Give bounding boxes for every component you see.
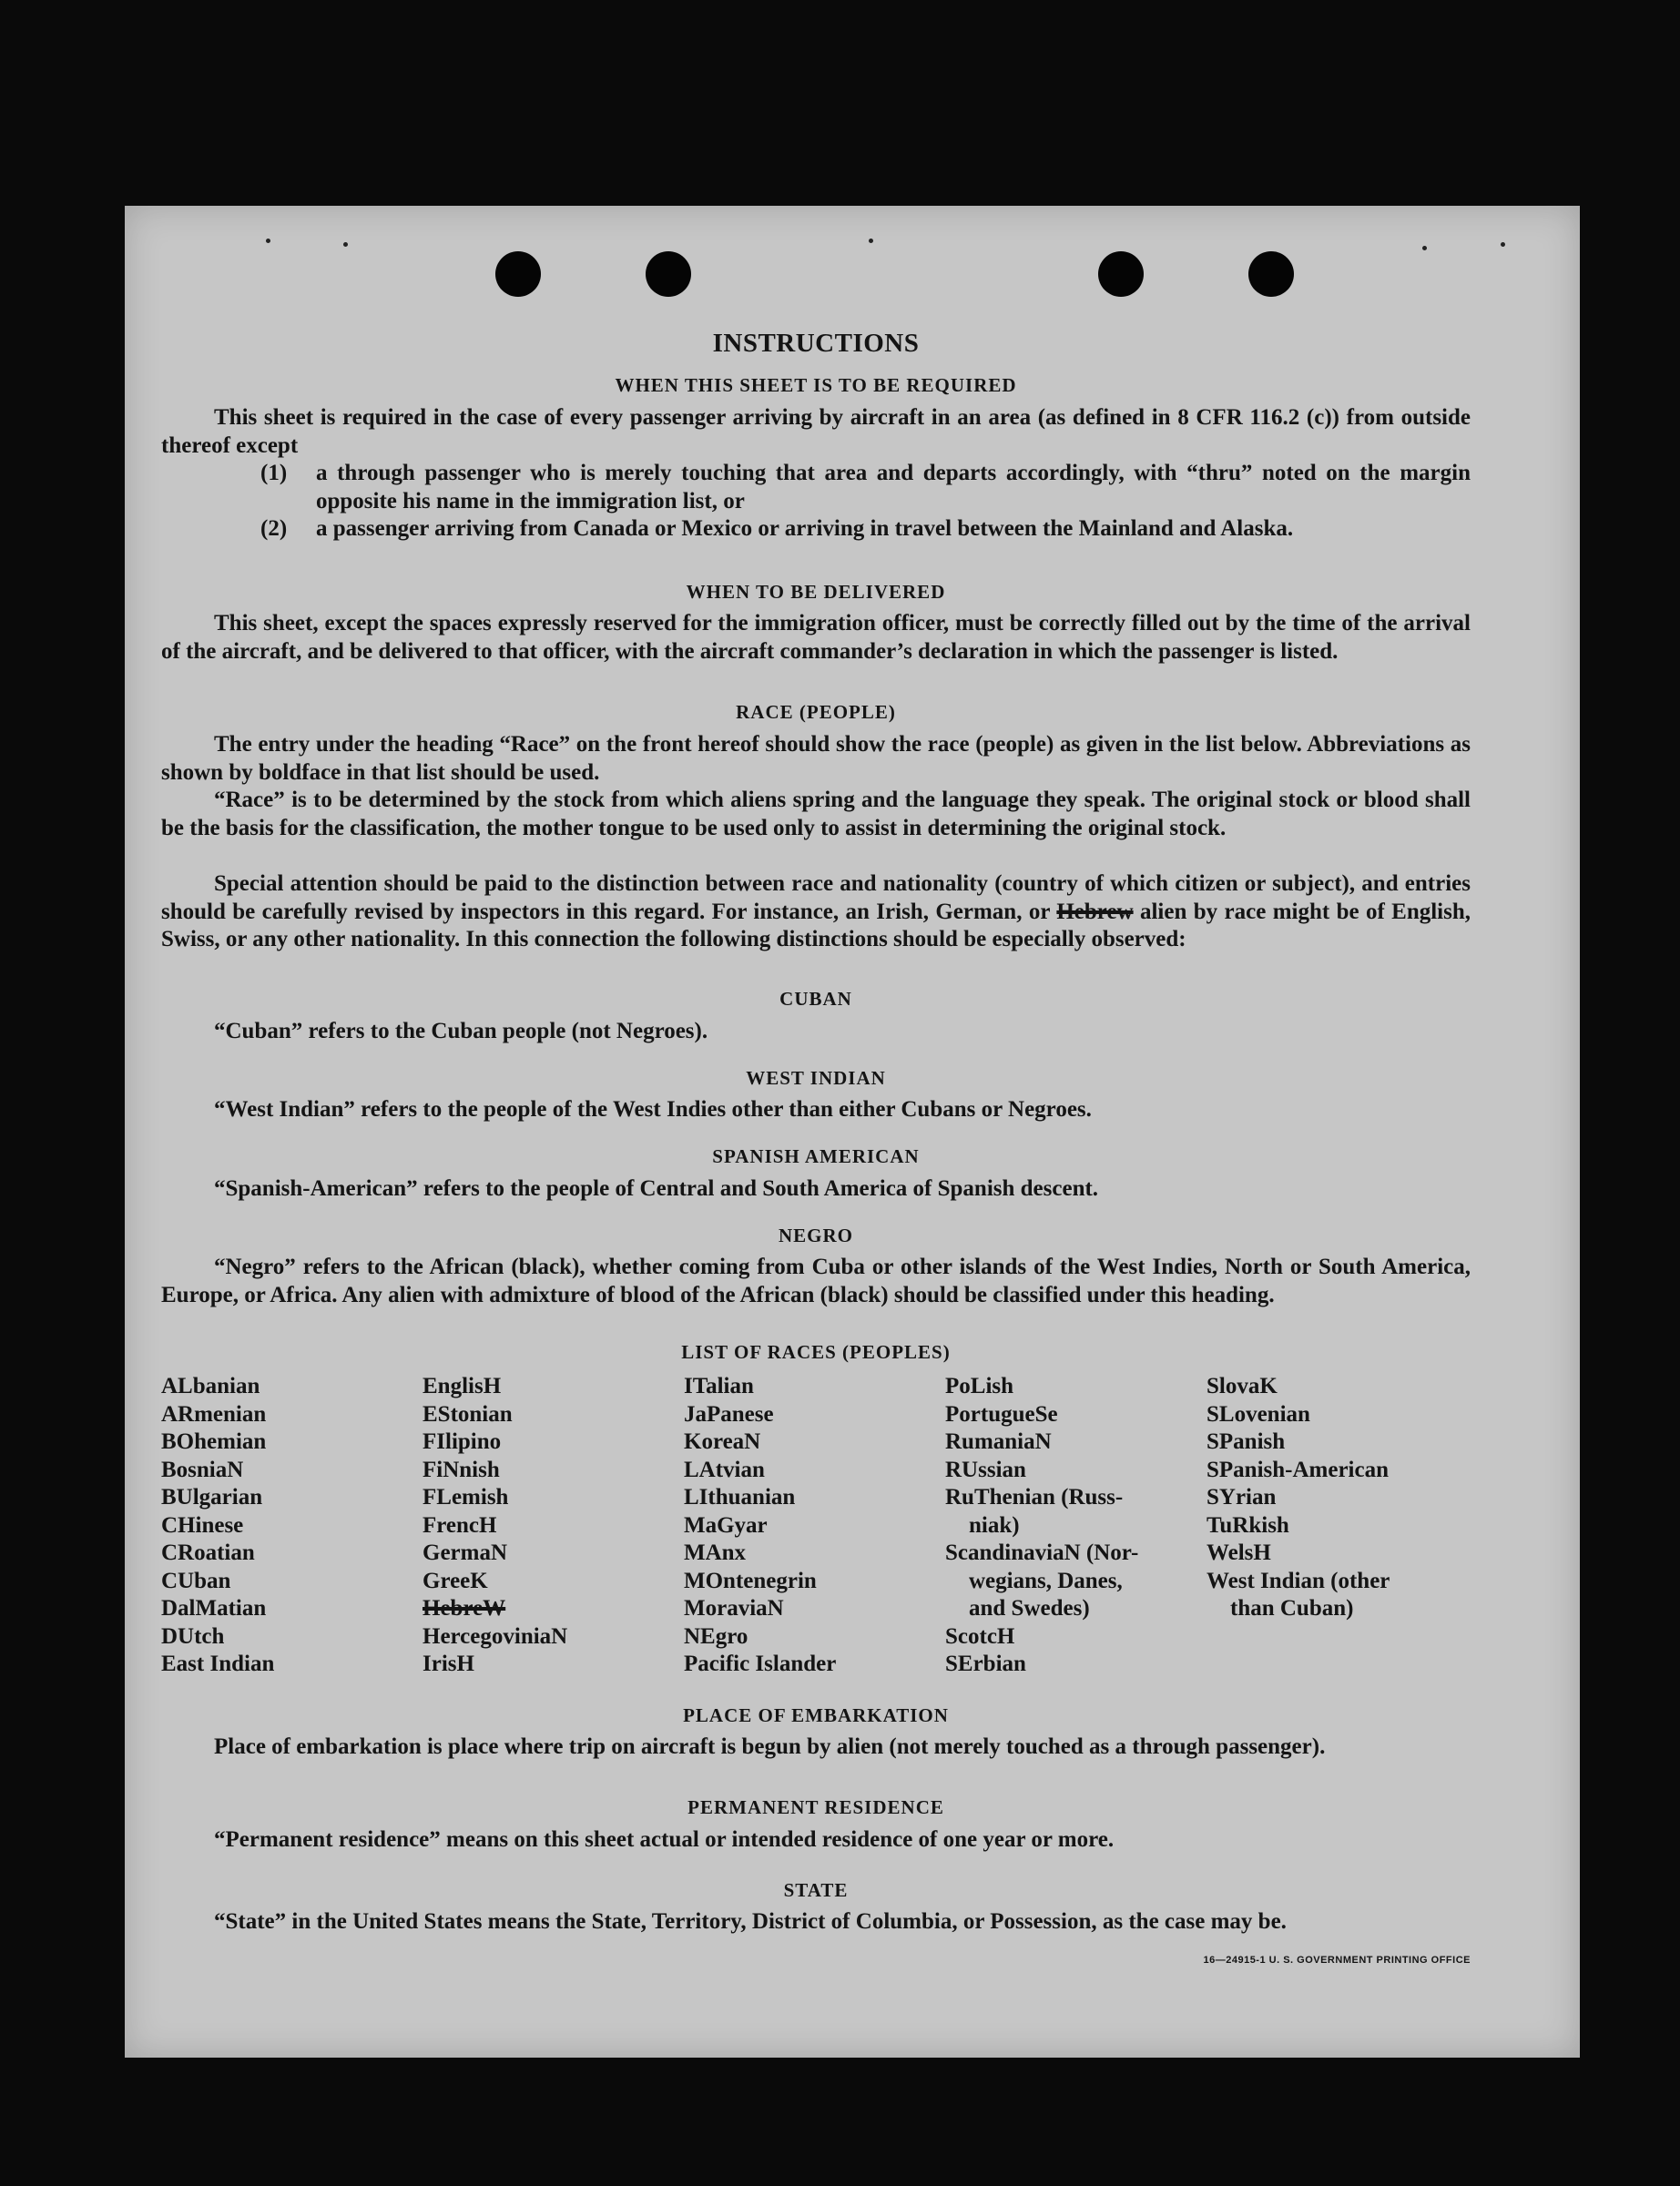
embarkation-text: Place of embarkation is place where trip on aircraft is begun by alien (not merely touched as a through passenger). — [214, 1734, 1326, 1759]
race-entry-continued: than Cuban) — [1230, 1596, 1354, 1621]
race-entry: ALbanian — [161, 1374, 260, 1398]
race-entry: SPanish — [1207, 1429, 1286, 1454]
punch-hole — [495, 251, 541, 297]
race-entry: CRoatian — [161, 1540, 255, 1565]
race-entry: IrisH — [423, 1652, 474, 1676]
required-heading: WHEN THIS SHEET IS TO BE REQUIRED — [615, 374, 1017, 396]
race-entry: CUban — [161, 1568, 231, 1593]
race-entry: West Indian (other — [1207, 1568, 1390, 1593]
race-entry: KoreaN — [684, 1429, 761, 1454]
race-entry: GermaN — [423, 1540, 508, 1565]
race-entry: ITalian — [684, 1374, 754, 1398]
race-entry: DUtch — [161, 1623, 225, 1649]
race-entry: SLovenian — [1207, 1401, 1310, 1427]
race-entry: LAtvian — [684, 1457, 765, 1482]
delivered-heading: WHEN TO BE DELIVERED — [686, 581, 946, 603]
list-heading: LIST OF RACES (PEOPLES) — [681, 1341, 951, 1363]
punch-hole — [1248, 251, 1294, 297]
race-entry: RUssian — [945, 1457, 1026, 1482]
document-sheet — [125, 206, 1580, 2058]
race-entry: MOntenegrin — [684, 1568, 817, 1593]
speck — [869, 239, 873, 243]
race-entry: FLemish — [423, 1485, 509, 1510]
race-entry: JaPanese — [684, 1401, 774, 1427]
race-paragraph-2: “Race” is to be determined by the stock from which aliens spring and the language they speak. The original stock or blood shall be the basis for the classification, the mother tongue to be used only to assist in determining the original stock. — [161, 788, 1471, 840]
race-column — [423, 1373, 684, 1679]
race-column — [945, 1373, 1207, 1679]
required-intro: This sheet is required in the case of every passenger arriving by aircraft in an area (as defined in 8 CFR 116.2 (c)) from outside thereof except — [161, 405, 1471, 458]
residence-text: “Permanent residence” means on this sheet actual or intended residence of one year or more. — [214, 1827, 1115, 1852]
race-entry: FrencH — [423, 1512, 497, 1538]
state-heading: STATE — [783, 1879, 849, 1901]
speck — [1501, 242, 1505, 247]
race-entry: DalMatian — [161, 1596, 267, 1621]
race-entry: BUlgarian — [161, 1485, 263, 1510]
race-list — [161, 1373, 1471, 1679]
delivered-text: This sheet, except the spaces expressly reserved for the immigration officer, must be correctly filled out by the time of the arrival of the aircraft, and be delivered to that officer, with the aircraft commander’s declaration in which the passenger is listed. — [161, 611, 1471, 664]
west-indian-text: “West Indian” refers to the people of the West Indies other than either Cubans or Negroes. — [214, 1097, 1092, 1122]
race-entry: PortugueSe — [945, 1401, 1058, 1427]
item-text: a through passenger who is merely touching that area and departs accordingly, with “thru” noted on the margin opposite his name in the immigration list, or — [316, 461, 1471, 513]
speck — [343, 242, 348, 247]
race-entry-continued: wegians, Danes, — [969, 1568, 1123, 1593]
race-entry: SYrian — [1207, 1485, 1277, 1510]
race-entry-struck: HebreW — [423, 1596, 506, 1621]
punch-hole — [646, 251, 691, 297]
cuban-text: “Cuban” refers to the Cuban people (not Negroes). — [214, 1019, 708, 1043]
race-entry: East Indian — [161, 1652, 275, 1676]
print-office-code: 16—24915-1 U. S. GOVERNMENT PRINTING OFFICE — [1203, 1955, 1471, 1966]
race-heading: RACE (PEOPLE) — [736, 701, 896, 723]
negro-text: “Negro” refers to the African (black), whether coming from Cuba or other islands of the West Indies, North or South America, Europe, or Africa. Any alien with admixture of blood of the African (black) should be classified under this heading. — [161, 1255, 1471, 1307]
race-entry: RuThenian (Russ- — [945, 1485, 1124, 1510]
race-entry: SErbian — [945, 1652, 1026, 1676]
spanish-american-text: “Spanish-American” refers to the people of Central and South America of Spanish descent. — [214, 1176, 1099, 1201]
residence-heading: PERMANENT RESIDENCE — [687, 1796, 944, 1818]
race-entry: SlovaK — [1207, 1374, 1278, 1398]
negro-heading: NEGRO — [778, 1225, 853, 1246]
race-column — [684, 1373, 945, 1679]
exception-item — [260, 460, 1471, 515]
race-entry: MaGyar — [684, 1512, 768, 1538]
race-column — [161, 1373, 423, 1679]
west-indian-heading: WEST INDIAN — [746, 1067, 886, 1089]
race-entry: TuRkish — [1207, 1512, 1289, 1538]
race-entry-continued: and Swedes) — [969, 1596, 1090, 1621]
speck — [1422, 246, 1427, 250]
race-entry: FiNnish — [423, 1457, 500, 1482]
race-entry: EStonian — [423, 1401, 513, 1427]
speck — [266, 239, 270, 243]
race-entry: BOhemian — [161, 1429, 267, 1454]
race-entry: FIlipino — [423, 1429, 502, 1454]
race-entry: ARmenian — [161, 1401, 267, 1427]
race-entry: RumaniaN — [945, 1429, 1052, 1454]
race-paragraph-1: The entry under the heading “Race” on the front hereof should show the race (people) as given in the list below. Abbreviations as shown by boldface in that list should be used. — [161, 732, 1471, 785]
race-entry: MoraviaN — [684, 1596, 784, 1621]
race-entry: Pacific Islander — [684, 1652, 837, 1676]
cuban-heading: CUBAN — [779, 988, 852, 1010]
race-paragraph-3-part-a: Special attention should be paid to the distinction between race and nationality (country of which citizen or subject), and entries should be carefully revised by inspectors in this regard. For instance, an Irish, German, or — [161, 871, 1471, 924]
race-entry: CHinese — [161, 1512, 244, 1538]
embarkation-heading: PLACE OF EMBARKATION — [683, 1704, 949, 1726]
race-entry: EnglisH — [423, 1374, 502, 1398]
item-number: (1) — [260, 461, 288, 485]
race-entry: NEgro — [684, 1623, 748, 1649]
race-entry: GreeK — [423, 1568, 488, 1593]
punch-hole — [1098, 251, 1144, 297]
race-entry: HercegoviniaN — [423, 1623, 568, 1649]
race-entry: MAnx — [684, 1540, 747, 1565]
race-entry: LIthuanian — [684, 1485, 796, 1510]
spanish-american-heading: SPANISH AMERICAN — [712, 1145, 920, 1167]
race-column — [1207, 1373, 1468, 1679]
race-entry: ScandinaviaN (Nor- — [945, 1540, 1139, 1565]
race-entry: WelsH — [1207, 1540, 1271, 1565]
race-entry: PoLish — [945, 1374, 1014, 1398]
race-paragraph-3 — [161, 870, 1471, 954]
race-paragraph-3-part-b: alien by race might be of English, Swiss, or any other nationality. In this connection the following distinctions should be especially observed: — [161, 899, 1471, 951]
exception-item — [260, 515, 1471, 544]
race-entry-continued: niak) — [969, 1512, 1020, 1538]
race-entry: SPanish-American — [1207, 1457, 1389, 1482]
page-title: INSTRUCTIONS — [712, 329, 920, 358]
state-text: “State” in the United States means the State, Territory, District of Columbia, or Possession, as the case may be. — [214, 1909, 1287, 1934]
struck-word: Hebrew — [1056, 899, 1134, 924]
item-number: (2) — [260, 516, 288, 541]
item-text: a passenger arriving from Canada or Mexico or arriving in travel between the Mainland and Alaska. — [316, 516, 1294, 541]
race-entry: ScotcH — [945, 1623, 1015, 1649]
race-entry: BosniaN — [161, 1457, 244, 1482]
